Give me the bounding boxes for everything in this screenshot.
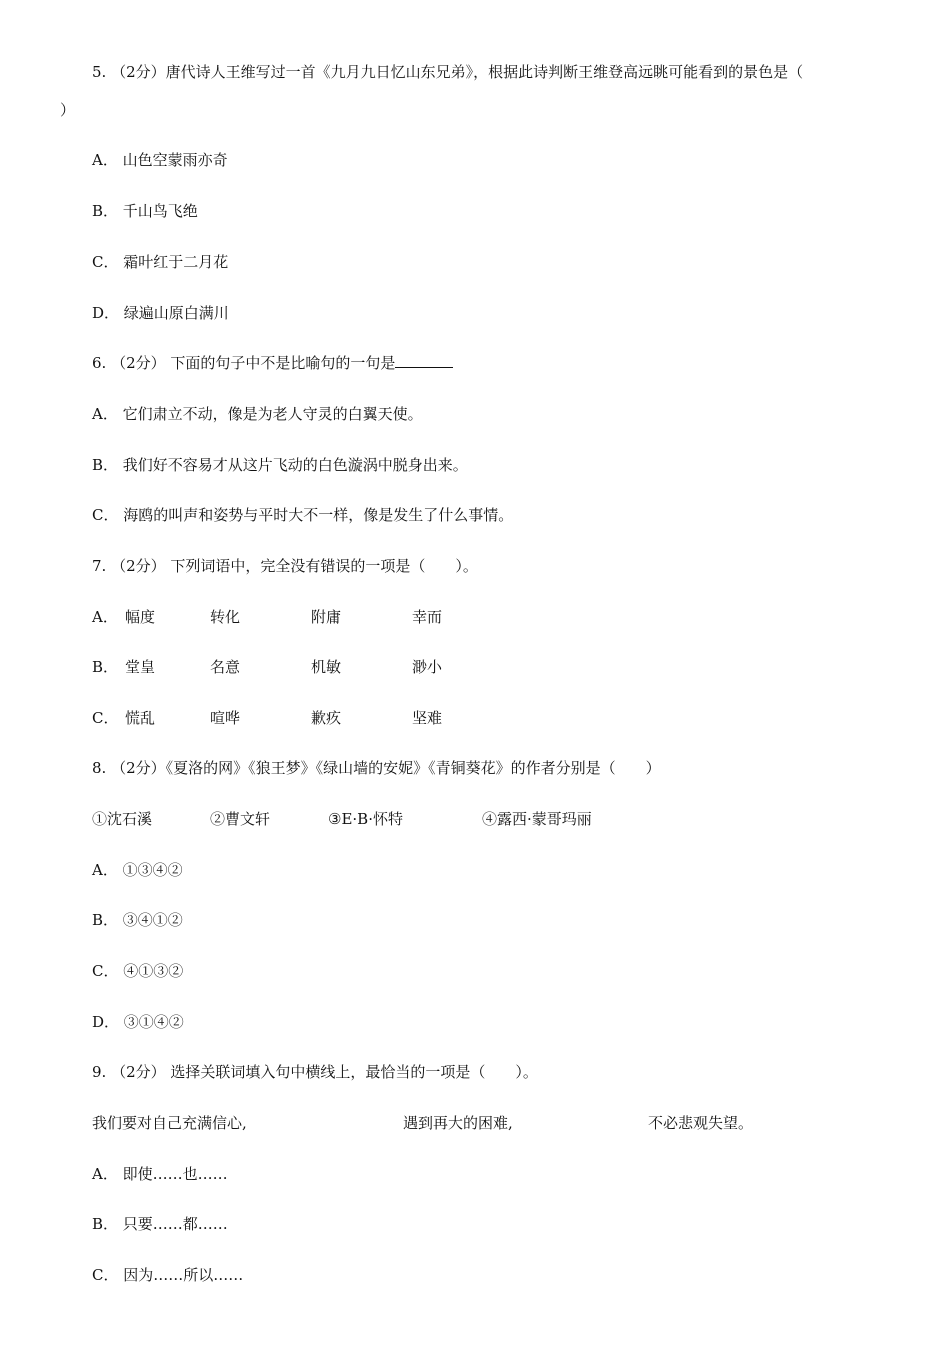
author-item: ②曹文轩 xyxy=(210,810,271,828)
q6-stem-text: 6. （2分） 下面的句子中不是比喻句的一句是 xyxy=(92,354,396,372)
q8-stem: 8. （2分）《夏洛的网》《狼王梦》《绿山墙的安妮》《青铜葵花》的作者分别是（ ） xyxy=(92,759,661,777)
q8-option-b: B． ③④①② xyxy=(92,911,183,929)
option-word: 幸而 xyxy=(412,608,443,626)
q6-option-b: B． 我们好不容易才从这片飞动的白色漩涡中脱身出来。 xyxy=(92,456,468,474)
q8-option-d: D． ③①④② xyxy=(92,1013,184,1031)
sentence-part: 遇到再大的困难, xyxy=(403,1114,513,1132)
option-word: 机敏 xyxy=(311,658,342,676)
q6-stem xyxy=(92,353,453,373)
option-letter: B． xyxy=(92,658,119,676)
option-letter: C． xyxy=(92,709,119,727)
q5-option-d: D． 绿遍山原白满川 xyxy=(92,304,229,322)
option-letter: A． xyxy=(92,608,118,626)
answer-blank xyxy=(395,353,453,368)
q9-option-b: B． 只要……都…… xyxy=(92,1215,228,1233)
q5-option-b: B． 千山鸟飞绝 xyxy=(92,202,198,220)
sentence-part: 不必悲观失望。 xyxy=(648,1114,754,1132)
option-word: 幅度 xyxy=(125,608,156,626)
q8-option-c: C． ④①③② xyxy=(92,962,184,980)
q9-option-c: C． 因为……所以…… xyxy=(92,1266,244,1284)
option-word: 坚难 xyxy=(412,709,443,727)
sentence-part: 我们要对自己充满信心, xyxy=(92,1114,247,1132)
q6-option-a: A． 它们肃立不动，像是为老人守灵的白翼天使。 xyxy=(92,405,423,423)
option-word: 歉疚 xyxy=(311,709,342,727)
q7-stem: 7. （2分） 下列词语中，完全没有错误的一项是（ ）。 xyxy=(92,557,478,575)
q9-stem: 9. （2分） 选择关联词填入句中横线上，最恰当的一项是（ ）。 xyxy=(92,1063,538,1081)
q8-option-a: A． ①③④② xyxy=(92,861,183,879)
q5-option-c: C． 霜叶红于二月花 xyxy=(92,253,229,271)
q5-option-a: A． 山色空蒙雨亦奇 xyxy=(92,151,228,169)
option-word: 慌乱 xyxy=(125,709,156,727)
option-word: 转化 xyxy=(210,608,241,626)
author-item: ③E·B·怀特 xyxy=(328,810,403,828)
option-word: 附庸 xyxy=(311,608,342,626)
option-word: 名意 xyxy=(210,658,241,676)
option-word: 渺小 xyxy=(412,658,443,676)
q6-option-c: C． 海鸥的叫声和姿势与平时大不一样，像是发生了什么事情。 xyxy=(92,506,514,524)
author-item: ①沈石溪 xyxy=(92,810,153,828)
q9-option-a: A． 即使……也…… xyxy=(92,1165,228,1183)
option-word: 喧哗 xyxy=(210,709,241,727)
q5-stem-line1: 5. （2分）唐代诗人王维写过一首《九月九日忆山东兄弟》，根据此诗判断王维登高远眺可能看到的景色是（ xyxy=(92,63,804,81)
q5-stem-line2: ） xyxy=(60,101,76,119)
option-word: 堂皇 xyxy=(125,658,156,676)
author-item: ④露西·蒙哥玛丽 xyxy=(482,810,592,828)
